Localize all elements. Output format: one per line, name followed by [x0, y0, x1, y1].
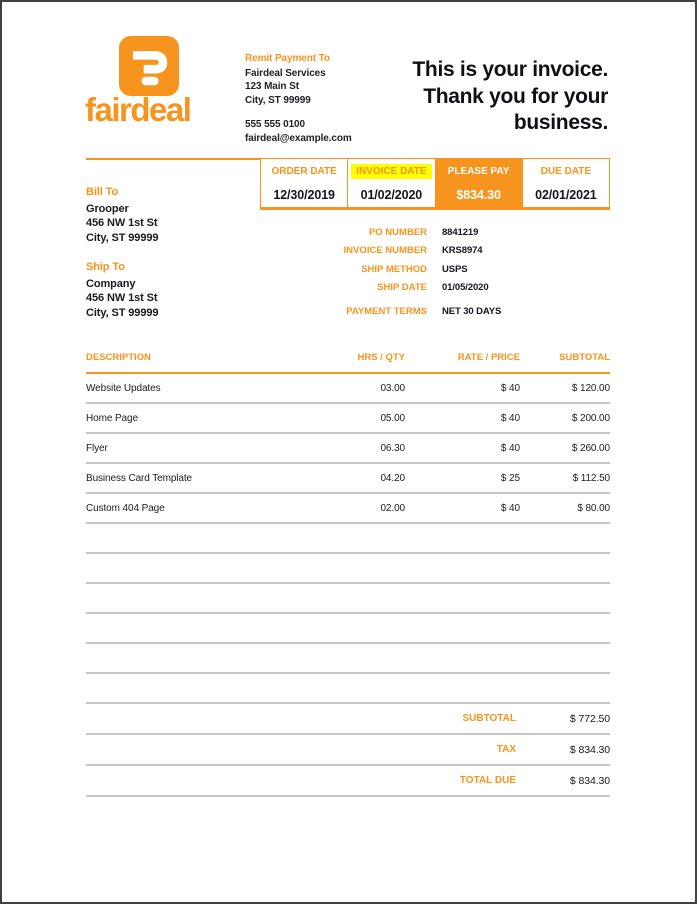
tax-label: TAX	[496, 744, 516, 755]
subtotal-value: $ 772.50	[569, 712, 610, 725]
item-rate: $ 40	[500, 502, 520, 514]
bill-to-label: Bill To	[86, 186, 119, 198]
highlight-marker: INVOICE DATE	[351, 164, 431, 179]
fairdeal-monogram-icon	[119, 36, 179, 96]
item-rate: $ 25	[500, 472, 520, 484]
please-pay-value: $834.30	[456, 188, 501, 202]
summary-header: ORDER DATE	[271, 165, 337, 177]
detail-label: SHIP DATE	[377, 282, 427, 294]
empty-table-row	[86, 674, 610, 704]
brand-name: fairdeal	[85, 91, 191, 128]
bill-to-street: 456 NW 1st St	[86, 217, 158, 229]
summary-col-order-date	[261, 159, 347, 207]
item-subtotal: $ 80.00	[577, 502, 610, 514]
remit-email: fairdeal@example.com	[245, 132, 352, 144]
item-description: Custom 404 Page	[86, 502, 165, 514]
summary-col-please-pay	[435, 159, 522, 207]
line-items-table	[86, 352, 610, 797]
item-description: Business Card Template	[86, 472, 193, 484]
summary-table	[260, 158, 610, 210]
empty-table-row	[86, 644, 610, 674]
empty-table-row	[86, 554, 610, 584]
empty-table-row	[86, 614, 610, 644]
detail-row-invoice-number	[262, 242, 610, 261]
total-due-value: $ 834.30	[569, 774, 610, 787]
ship-to-name: Company	[86, 277, 136, 290]
remit-label: Remit Payment To	[245, 53, 330, 64]
detail-label: PAYMENT TERMS	[346, 305, 427, 317]
item-description: Website Updates	[86, 382, 161, 394]
ship-to-city: City, ST 99999	[86, 306, 159, 319]
subtotal-label: SUBTOTAL	[462, 713, 516, 724]
fairdeal-logo-icon	[119, 36, 179, 96]
total-due-label: TOTAL DUE	[459, 775, 516, 786]
item-description: Flyer	[86, 442, 108, 454]
item-subtotal: $ 200.00	[571, 412, 610, 424]
empty-table-row	[86, 524, 610, 554]
order-details	[262, 223, 610, 321]
empty-table-row	[86, 584, 610, 614]
item-description: Home Page	[86, 412, 138, 424]
item-rate: $ 40	[500, 412, 520, 424]
item-qty: 03.00	[380, 382, 405, 394]
summary-col-invoice-date	[347, 159, 434, 207]
remit-phone: 555 555 0100	[245, 119, 305, 130]
table-row	[86, 464, 610, 494]
ship-date-value: 01/05/2020	[442, 282, 489, 294]
invoice-date-value: 01/02/2020	[360, 188, 423, 202]
table-row	[86, 374, 610, 404]
item-qty: 04.20	[380, 472, 405, 484]
item-qty: 06.30	[380, 442, 405, 454]
remit-city: City, ST 99999	[245, 94, 311, 106]
bill-to-name: Grooper	[86, 202, 129, 215]
detail-row-ship-date	[262, 279, 610, 298]
item-subtotal: $ 120.00	[571, 382, 610, 394]
item-qty: 05.00	[380, 412, 405, 424]
bill-to-block	[86, 185, 158, 245]
column-header-qty: HRS / QTY	[357, 352, 405, 363]
table-row	[86, 494, 610, 524]
remit-street: 123 Main St	[245, 81, 299, 92]
po-number-value: 8841219	[442, 226, 479, 238]
due-date-value: 02/01/2021	[535, 188, 597, 202]
detail-label: INVOICE NUMBER	[343, 245, 427, 257]
ship-to-label: Ship To	[86, 261, 125, 273]
item-qty: 02.00	[380, 502, 405, 514]
ship-to-street: 456 NW 1st St	[86, 292, 158, 304]
table-row	[86, 404, 610, 434]
detail-label: SHIP METHOD	[361, 263, 427, 275]
summary-col-due-date	[522, 159, 609, 207]
bill-to-city: City, ST 99999	[86, 231, 159, 244]
tax-value: $ 834.30	[569, 743, 610, 756]
subtotal-row	[86, 704, 610, 735]
detail-label: PO NUMBER	[368, 226, 427, 238]
summary-header: PLEASE PAY	[447, 165, 510, 177]
ship-method-value: USPS	[442, 263, 468, 275]
item-rate: $ 40	[500, 442, 520, 454]
total-due-row	[86, 766, 610, 797]
column-header-rate: RATE / PRICE	[457, 352, 520, 363]
detail-row-payment-terms	[262, 302, 610, 321]
item-subtotal: $ 112.50	[572, 472, 610, 484]
remit-company: Fairdeal Services	[245, 67, 326, 79]
summary-header-highlighted	[348, 159, 434, 183]
item-subtotal: $ 260.00	[571, 442, 610, 454]
invoice-headline: This is your invoice. Thank you for your business.	[412, 58, 608, 134]
invoice-number-value: KRS8974	[442, 245, 483, 257]
table-row	[86, 434, 610, 464]
items-header-row	[86, 352, 610, 374]
tax-row	[86, 735, 610, 766]
payment-terms-value: NET 30 DAYS	[442, 305, 502, 317]
ship-to-block	[86, 260, 158, 320]
detail-row-po-number	[262, 223, 610, 242]
column-header-subtotal: SUBTOTAL	[559, 352, 610, 363]
order-date-value: 12/30/2019	[273, 188, 335, 202]
detail-row-ship-method	[262, 260, 610, 279]
summary-header: DUE DATE	[540, 165, 592, 177]
item-rate: $ 40	[500, 382, 520, 394]
column-header-description: DESCRIPTION	[86, 352, 151, 363]
